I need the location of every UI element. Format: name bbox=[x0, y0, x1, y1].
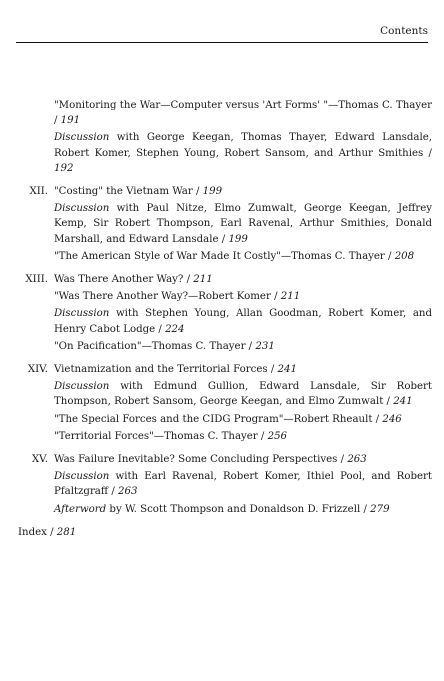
part-page: 199 bbox=[202, 186, 223, 198]
toc-entry bbox=[54, 429, 432, 444]
entry-text: "The American Style of War Made It Costly"—Thomas C. Thayer / bbox=[54, 250, 395, 262]
toc-part-xii bbox=[18, 184, 432, 264]
entry-prefix: Discussion bbox=[54, 308, 110, 320]
entry-text: "Monitoring the War—Computer versus 'Art Forms' "—Thomas C. Thayer / bbox=[54, 100, 432, 127]
part-title bbox=[54, 362, 432, 377]
part-number: XV. bbox=[31, 454, 48, 466]
part-title bbox=[54, 452, 432, 467]
entry-text: "Was There Another Way?—Robert Komer / bbox=[54, 291, 281, 303]
entry-text: with George Keegan, Thomas Thayer, Edward Lansdale, Robert Komer, Stephen Young, Robert Sansom, and Arthur Smithies / bbox=[54, 132, 432, 159]
index-text: Index / bbox=[18, 526, 57, 538]
entry-prefix: Afterword bbox=[54, 503, 107, 515]
header-rule bbox=[16, 42, 428, 43]
part-page: 241 bbox=[277, 364, 297, 376]
toc-entry bbox=[54, 249, 432, 264]
entry-prefix: Discussion bbox=[54, 471, 110, 483]
index-page: 281 bbox=[56, 526, 77, 538]
toc-part-xiii bbox=[18, 272, 432, 354]
entry-prefix: Discussion bbox=[54, 203, 110, 215]
toc-entry bbox=[54, 469, 432, 499]
entry-page: 199 bbox=[228, 233, 248, 245]
toc-entry bbox=[54, 201, 432, 247]
part-title-text: "Costing" the Vietnam War / bbox=[54, 186, 203, 198]
part-number: XIV. bbox=[27, 364, 48, 376]
entry-page: 241 bbox=[393, 396, 413, 408]
toc-part-xiv bbox=[18, 362, 432, 444]
part-title bbox=[54, 272, 432, 287]
entry-page: 256 bbox=[267, 430, 288, 442]
toc-entry bbox=[54, 98, 432, 128]
entry-text: with Stephen Young, Allan Goodman, Robert Komer, and Henry Cabot Lodge / bbox=[54, 308, 432, 335]
toc-entry bbox=[54, 130, 432, 176]
part-number: XII. bbox=[29, 186, 48, 198]
entry-page: 192 bbox=[54, 162, 74, 174]
entry-text: "Territorial Forces"—Thomas C. Thayer / bbox=[54, 430, 268, 442]
entry-text: "On Pacification"—Thomas C. Thayer / bbox=[54, 340, 256, 352]
part-number: XIII. bbox=[25, 274, 48, 286]
toc-entry bbox=[54, 502, 432, 517]
entry-prefix: Discussion bbox=[54, 132, 110, 144]
toc-entry bbox=[54, 379, 432, 409]
entry-page: 224 bbox=[165, 323, 185, 335]
toc-continuation bbox=[18, 98, 432, 176]
part-title-text: Was There Another Way? / bbox=[54, 274, 194, 286]
entry-page: 246 bbox=[382, 413, 402, 425]
part-title-text: Was Failure Inevitable? Some Concluding Perspectives / bbox=[54, 454, 348, 466]
toc-part-xv bbox=[18, 452, 432, 517]
entry-page: 211 bbox=[280, 291, 301, 303]
entry-prefix: Discussion bbox=[54, 381, 110, 393]
toc-index bbox=[18, 525, 432, 540]
entry-page: 231 bbox=[255, 340, 275, 352]
entry-text: with Earl Ravenal, Robert Komer, Ithiel Pool, and Robert Pfaltzgraff / bbox=[54, 471, 432, 498]
entry-text: with Edmund Gullion, Edward Lansdale, Sir Robert Thompson, Robert Sansom, George Keegan, and Elmo Zumwalt / bbox=[54, 381, 432, 408]
toc-entry bbox=[54, 289, 432, 304]
entry-text: "The Special Forces and the CIDG Program"—Robert Rheault / bbox=[54, 413, 383, 425]
toc-entry bbox=[54, 412, 432, 427]
table-of-contents bbox=[18, 98, 432, 542]
running-head: Contents bbox=[380, 25, 428, 37]
toc-entry bbox=[54, 339, 432, 354]
entry-page: 263 bbox=[118, 486, 138, 498]
entry-page: 208 bbox=[394, 250, 415, 262]
part-page: 263 bbox=[347, 454, 367, 466]
part-title bbox=[54, 184, 432, 199]
part-title-text: Vietnamization and the Territorial Forces / bbox=[54, 364, 278, 376]
entry-page: 191 bbox=[60, 115, 81, 127]
part-page: 211 bbox=[193, 274, 213, 286]
entry-text: by W. Scott Thompson and Donaldson D. Frizzell / bbox=[106, 503, 371, 515]
entry-page: 279 bbox=[370, 503, 390, 515]
entry-text: with Paul Nitze, Elmo Zumwalt, George Keegan, Jeffrey Kemp, Sir Robert Thompson, Earl Ravenal, Arthur Smithies, Donald Marshall, and Edward Lansdale / bbox=[54, 203, 432, 245]
toc-entry bbox=[54, 306, 432, 336]
